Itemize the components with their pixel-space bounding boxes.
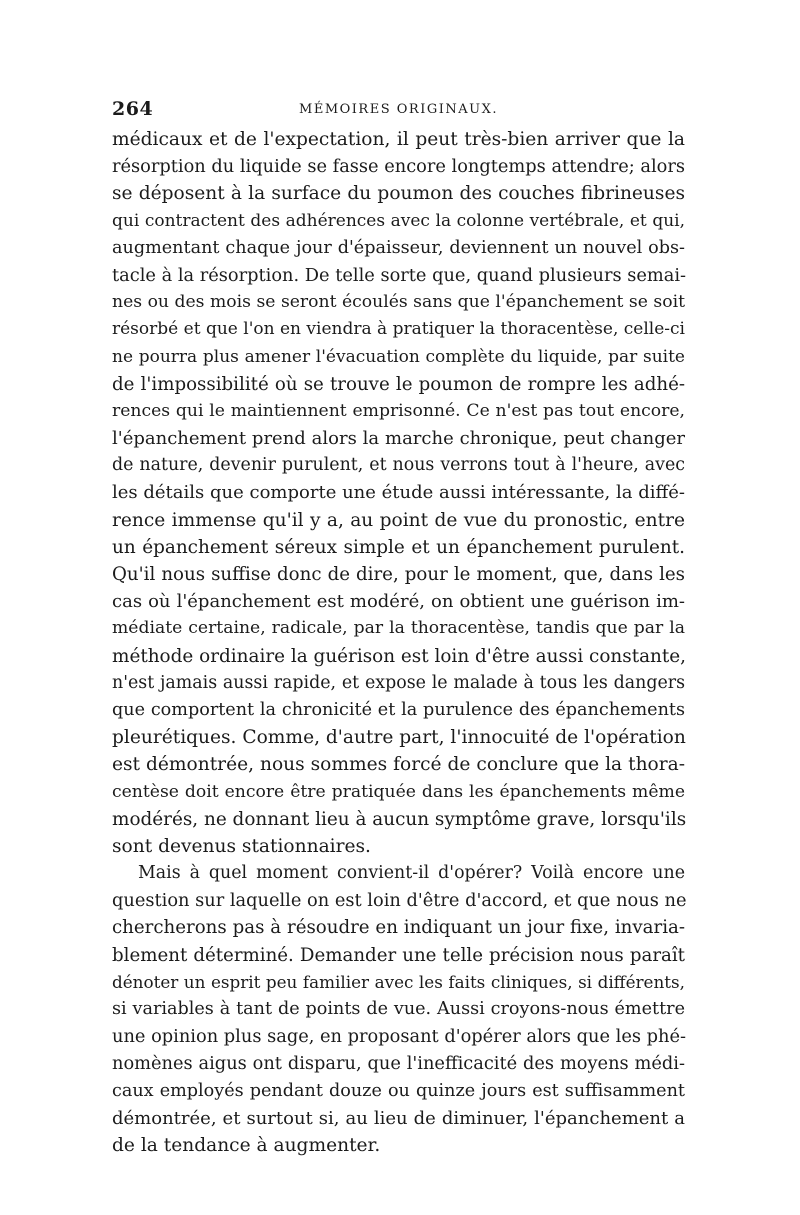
book-page — [112, 98, 685, 1159]
text-line: de nature, devenir purulent, et nous verrons tout à l'heure, avec — [112, 455, 685, 476]
text-line: modérés, ne donnant lieu à aucun symptôme grave, lorsqu'ils — [112, 808, 687, 830]
text-line: est démontrée, nous sommes forcé de conclure que la thora- — [112, 754, 685, 776]
running-head — [112, 98, 685, 124]
text-line: de la tendance à augmenter. — [112, 1134, 381, 1156]
text-line: pleurétiques. Comme, d'autre part, l'innocuité de l'opération — [112, 727, 686, 749]
text-line: augmentant chaque jour d'épaisseur, deviennent un nouvel obs- — [112, 237, 685, 258]
text-line: nomènes aigus ont disparu, que l'inefficacité des moyens médi- — [112, 1053, 685, 1075]
text-line: démontrée, et surtout si, au lieu de diminuer, l'épanchement a — [112, 1107, 685, 1129]
text-line: résorption du liquide se fasse encore longtemps attendre; alors — [112, 156, 685, 178]
text-line: Qu'il nous suffise donc de dire, pour le moment, que, dans les — [112, 564, 685, 585]
text-line: blement déterminé. Demander une telle précision nous paraît — [112, 944, 685, 966]
text-line: les détails que comporte une étude aussi intéressante, la diffé- — [112, 482, 685, 504]
text-line: tacle à la résorption. De telle sorte que, quand plusieurs semai- — [112, 264, 687, 286]
text-line: question sur laquelle on est loin d'être d'accord, et que nous ne — [112, 890, 687, 912]
page-number: 264 — [112, 98, 154, 120]
running-title: MÉMOIRES ORIGINAUX. — [299, 102, 498, 117]
text-line: méthode ordinaire la guérison est loin d'être aussi constante, — [112, 645, 687, 667]
text-line: Mais à quel moment convient-il d'opérer? Voilà encore une — [138, 863, 685, 884]
text-line: chercherons pas à résoudre en indiquant un jour fixe, invaria- — [112, 917, 685, 939]
body-text — [112, 126, 685, 1159]
text-line: caux employés pendant douze ou quinze jours est suffisamment — [112, 1080, 685, 1101]
text-line: rence immense qu'il y a, au point de vue du pronostic, entre — [112, 509, 685, 531]
paragraph — [112, 126, 685, 860]
text-line: n'est jamais aussi rapide, et expose le malade à tous les dangers — [112, 672, 685, 693]
text-line: centèse doit encore être pratiquée dans les épanchements même — [112, 781, 685, 802]
text-line: si variables à tant de points de vue. Aussi croyons-nous émettre — [112, 999, 685, 1019]
text-line: l'épanchement prend alors la marche chronique, peut changer — [112, 428, 685, 450]
text-line: médicaux et de l'expectation, il peut très-bien arriver que la — [112, 129, 685, 150]
text-line: que comportent la chronicité et la purulence des épanchements — [112, 699, 685, 720]
text-line: de l'impossibilité où se trouve le poumon de rompre les adhé- — [112, 373, 685, 395]
text-line: un épanchement séreux simple et un épanchement purulent. — [112, 536, 685, 558]
text-line: rences qui le maintiennent emprisonné. Ce n'est pas tout encore, — [112, 400, 685, 421]
text-line: médiate certaine, radicale, par la thoracentèse, tandis que par la — [112, 618, 685, 639]
text-line: qui contractent des adhérences avec la colonne vertébrale, et qui, — [112, 210, 685, 231]
text-line: cas où l'épanchement est modéré, on obtient une guérison im- — [112, 591, 685, 613]
text-line: dénoter un esprit peu familier avec les faits cliniques, si différents, — [112, 971, 685, 992]
text-line: ne pourra plus amener l'évacuation complète du liquide, par suite — [112, 346, 685, 367]
text-line: nes ou des mois se seront écoulés sans que l'épanchement se soit — [112, 292, 685, 313]
paragraph — [112, 860, 685, 1159]
text-line: résorbé et que l'on en viendra à pratiquer la thoracentèse, celle-ci — [112, 319, 685, 340]
text-line: sont devenus stationnaires. — [112, 835, 371, 857]
text-line: une opinion plus sage, en proposant d'opérer alors que les phé- — [112, 1026, 687, 1048]
text-line: se déposent à la surface du poumon des couches fibrineuses — [112, 183, 685, 205]
